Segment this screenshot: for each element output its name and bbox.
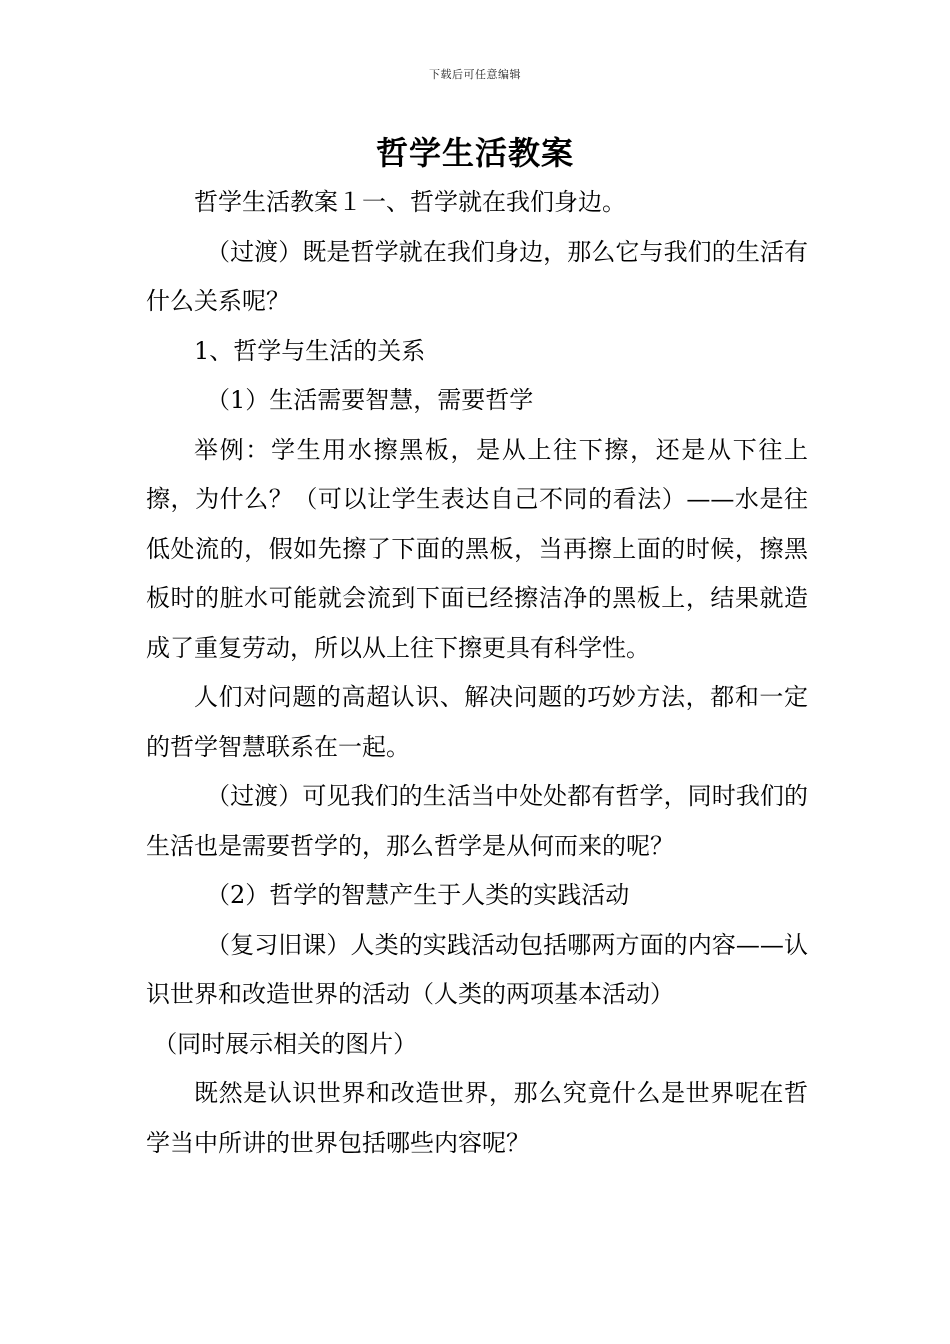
paragraph-images-note: （同时展示相关的图片） [153, 1029, 418, 1058]
section-heading-1: 1、哲学与生活的关系 [194, 336, 426, 365]
subsection-heading-2: （2）哲学的智慧产生于人类的实践活动 [206, 881, 630, 909]
paragraph-review: （复习旧课）人类的实践活动包括哪两方面的内容——认识世界和改造世界的活动（人类的两项基本活动） [146, 930, 808, 1008]
document-body [146, 178, 808, 1168]
paragraph-intro: 哲学生活教案１一、哲学就在我们身边。 [194, 188, 626, 216]
paragraph-transition-1: （过渡）既是哲学就在我们身边，那么它与我们的生活有什么关系呢？ [146, 237, 808, 315]
paragraph-example: 举例：学生用水擦黑板，是从上往下擦，还是从下往上擦，为什么？（可以让学生表达自己不同的看法）——水是往低处流的，假如先擦了下面的黑板，当再擦上面的时候，擦黑板时的脏水可能就会流到下面已经擦洁净的黑板上，结果就造成了重复劳动，所以从上往下擦更具有科学性。 [146, 435, 808, 662]
paragraph-wisdom: 人们对问题的高超认识、解决问题的巧妙方法，都和一定的哲学智慧联系在一起。 [146, 683, 808, 761]
subsection-heading-1: （1）生活需要智慧，需要哲学 [206, 386, 534, 414]
paragraph-world-question: 既然是认识世界和改造世界，那么究竟什么是世界呢在哲学当中所讲的世界包括哪些内容呢？ [146, 1079, 808, 1157]
document-title: 哲学生活教案 [375, 134, 574, 172]
paragraph-transition-2: （过渡）可见我们的生活当中处处都有哲学，同时我们的生活也是需要哲学的，那么哲学是从何而来的呢？ [146, 782, 808, 860]
header-note: 下载后可任意编辑 [429, 68, 521, 81]
